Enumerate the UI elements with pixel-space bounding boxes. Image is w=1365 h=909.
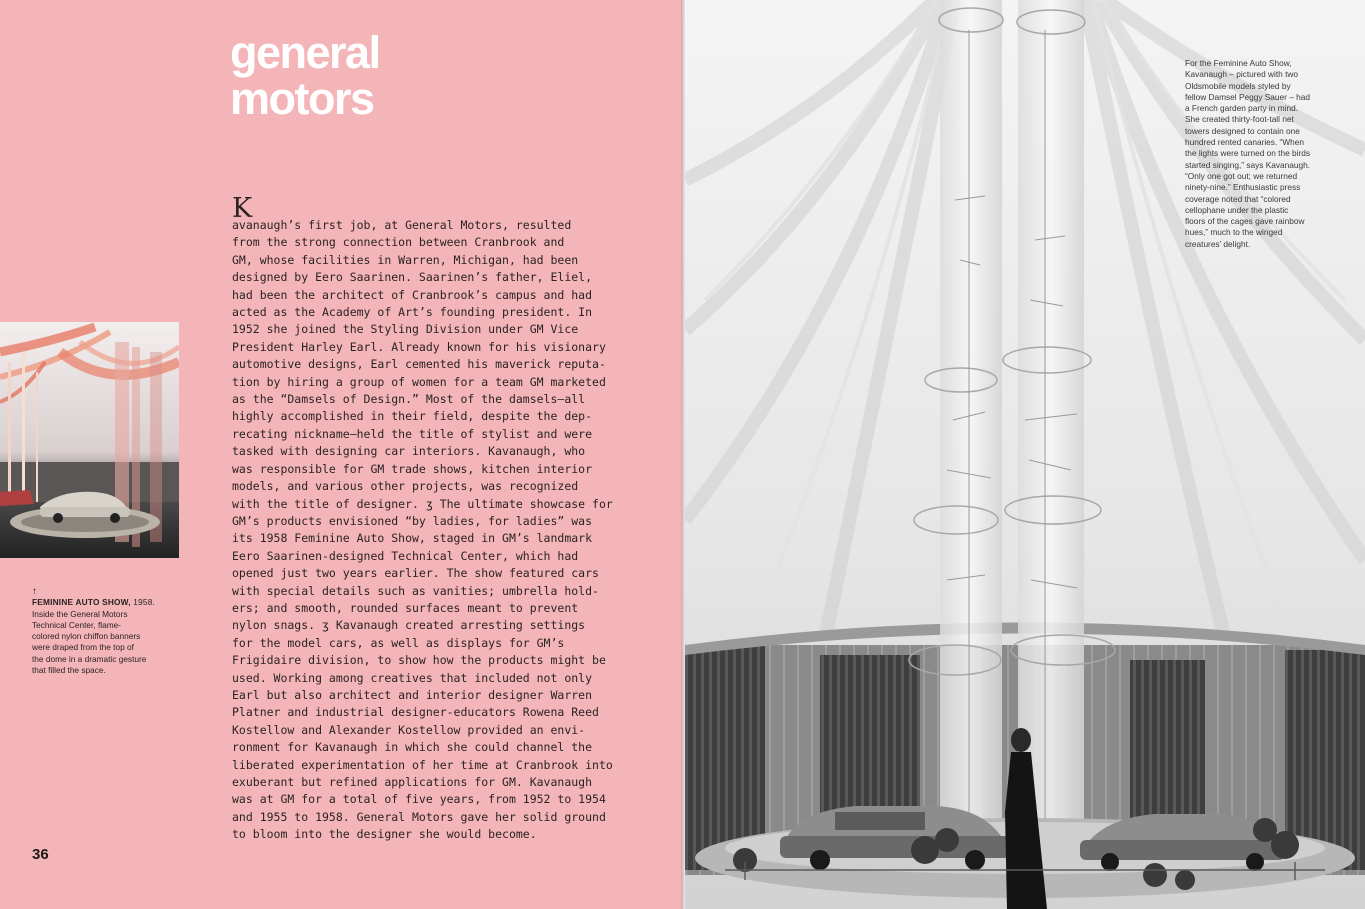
body-line: [232, 193, 632, 234]
caption-heading-text: FEMININE AUTO SHOW,: [32, 597, 131, 608]
page-number: 36: [32, 846, 49, 863]
caption-line: started singing,” says Kavanaugh.: [1185, 159, 1310, 170]
caption-line: colored nylon chiffon banners: [32, 631, 141, 642]
caption-line: creatures’ delight.: [1185, 238, 1251, 249]
caption-line: “Only one got out; we returned: [1185, 170, 1298, 181]
body-line: recating nickname—held the title of stylist and were: [232, 426, 593, 441]
body-text: [232, 193, 632, 844]
body-line: with the title of designer. ʒ The ultimate showcase for: [232, 496, 613, 511]
caption-line: Inside the General Motors: [32, 608, 128, 619]
caption-line: She created thirty-foot-tall net: [1185, 114, 1294, 125]
body-line: acted as the Academy of Art’s founding president. In: [232, 305, 593, 320]
body-line: tasked with designing car interiors. Kavanaugh, who: [232, 444, 586, 459]
caption-line: towers designed to contain one: [1185, 125, 1300, 136]
body-line: had been the architect of Cranbrook’s campus and had: [232, 287, 593, 302]
body-line: its 1958 Feminine Auto Show, staged in GM’s landmark: [232, 531, 593, 546]
body-line: for the model cars, as well as displays for GM’s: [232, 635, 565, 650]
caption-heading: [32, 586, 172, 609]
body-line: Eero Saarinen-designed Technical Center, which had: [232, 548, 579, 563]
caption-line: Oldsmobile models styled by: [1185, 80, 1291, 91]
body-line: ronment for Kavanaugh in which she could channel the: [232, 740, 593, 755]
body-line: opened just two years earlier. The show featured cars: [232, 566, 599, 581]
body-line: designed by Eero Saarinen. Saarinen’s father, Eliel,: [232, 270, 593, 285]
body-line: automotive designs, Earl cemented his maverick reputa-: [232, 357, 606, 372]
body-line: President Harley Earl. Already known for his visionary: [232, 339, 606, 354]
body-line: tion by hiring a group of women for a team GM marketed: [232, 374, 606, 389]
caption-line: hundred rented canaries. “When: [1185, 137, 1304, 148]
body-line: Earl but also architect and interior designer Warren: [232, 687, 593, 702]
caption-line: were draped from the top of: [32, 642, 134, 653]
chapter-title: [230, 27, 380, 124]
caption-line: fellow Damsel Peggy Sauer – had: [1185, 91, 1310, 102]
body-line: and 1955 to 1958. General Motors gave her solid ground: [232, 809, 606, 824]
body-line: ers; and smooth, rounded surfaces meant to prevent: [232, 600, 579, 615]
caption-line: hues,” much to the winged: [1185, 227, 1283, 238]
thumbnail-caption: [32, 586, 172, 676]
caption-line: Kavanaugh – pictured with two: [1185, 69, 1299, 80]
body-line: nylon snags. ʒ Kavanaugh created arresting settings: [232, 618, 586, 633]
body-line: was at GM for a total of five years, from 1952 to 1954: [232, 792, 606, 807]
feminine-auto-show-thumbnail-photo: [0, 322, 179, 558]
caption-line: that filled the space.: [32, 665, 106, 676]
caption-line: coverage noted that “colored: [1185, 193, 1291, 204]
body-line: Frigidaire division, to show how the products might be: [232, 653, 606, 668]
photo-caption: [1185, 58, 1335, 250]
caption-line: floors of the cages gave rainbow: [1185, 216, 1305, 227]
caption-line: a French garden party in mind.: [1185, 103, 1298, 114]
right-page: [685, 0, 1365, 909]
body-line: to bloom into the designer she would become.: [232, 827, 537, 842]
body-line: used. Working among creatives that included not only: [232, 670, 593, 685]
caption-line: Technical Center, flame-: [32, 619, 122, 630]
chapter-title-line: motors: [230, 73, 374, 124]
caption-line: the dome in a dramatic gesture: [32, 653, 147, 664]
body-line: was responsible for GM trade shows, kitchen interior: [232, 461, 593, 476]
body-line: GM’s products envisioned “by ladies, for ladies” was: [232, 513, 593, 528]
body-line: GM, whose facilities in Warren, Michigan, had been: [232, 252, 579, 267]
caption-line: ninety-nine.” Enthusiastic press: [1185, 182, 1301, 193]
body-line: exuberant but refined applications for GM. Kavanaugh: [232, 775, 593, 789]
body-line: highly accomplished in their field, despite the dep-: [232, 409, 593, 424]
caption-heading-year: 1958.: [130, 597, 156, 608]
body-line: Kostellow and Alexander Kostellow provided an envi-: [232, 722, 586, 737]
body-line-text: avanaugh’s first job, at General Motors, resulted: [232, 218, 572, 232]
body-line: liberated experimentation of her time at Cranbrook into: [232, 757, 613, 772]
body-line: as the “Damsels of Design.” Most of the damsels—all: [232, 392, 586, 407]
body-line: 1952 she joined the Styling Division under GM Vice: [232, 322, 579, 337]
body-line: Platner and industrial designer-educators Rowena Reed: [232, 705, 599, 720]
body-line: from the strong connection between Cranbrook and: [232, 235, 565, 250]
caption-line: cellophane under the plastic: [1185, 204, 1289, 215]
body-line: models, and various other projects, was recognized: [232, 479, 579, 494]
body-line: with special details such as vanities; umbrella hold-: [232, 583, 599, 598]
caption-line: For the Feminine Auto Show,: [1185, 58, 1292, 68]
drop-cap: K: [232, 193, 253, 224]
caption-line: the lights were turned on the birds: [1185, 148, 1310, 159]
arrow-up-icon: ↑: [32, 586, 38, 597]
chapter-title-line: general: [230, 27, 380, 78]
